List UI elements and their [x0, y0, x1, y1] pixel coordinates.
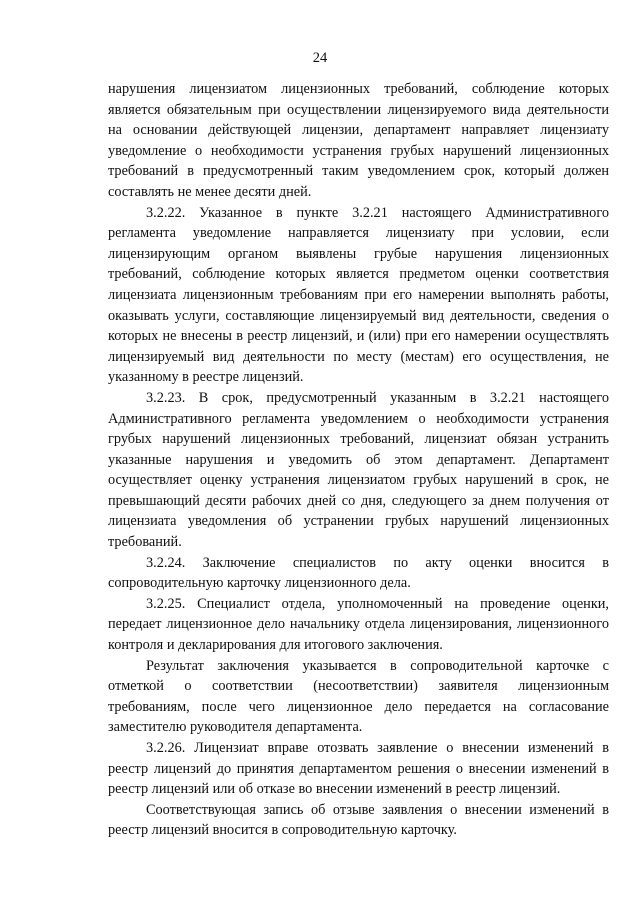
paragraph-record: Соответствующая запись об отзыве заявления о внесении изменений в реестр лицензий вносится в сопроводительную карточку. — [108, 801, 609, 839]
document-body — [108, 79, 609, 841]
paragraph-3-2-24: 3.2.24. Заключение специалистов по акту оценки вносится в сопроводительную карточку лицензионного дела. — [108, 554, 609, 592]
paragraph-3-2-22: 3.2.22. Указанное в пункте 3.2.21 настоящего Административного регламента уведомление направляется лицензиату при условии, если лицензирующим органом выявлены грубые нарушения лицензионных требований, соблюдение которых является предметом оценки соответствия лицензиата лицензионным требованиям при его намерении выполнять работы, оказывать услуги, составляющие лицензируемый вид деятельности, сведения о которых не внесены в реестр лицензий, и (или) при его намерении осуществлять лицензируемый вид деятельности по месту (местам) его осуществления, не указанному в реестре лицензий. — [108, 204, 609, 386]
paragraph-continuation: нарушения лицензиатом лицензионных требований, соблюдение которых является обязательным при осуществлении лицензируемого вида деятельности на основании действующей лицензии, департамент направляет лицензиату уведомление о необходимости устранения грубых нарушений лицензионных требований в предусмотренный таким уведомлением срок, который должен составлять не менее десяти дней. — [108, 81, 609, 200]
page-number: 24 — [312, 50, 328, 66]
paragraph-3-2-25: 3.2.25. Специалист отдела, уполномоченный на проведение оценки, передает лицензионное дело начальнику отдела лицензирования, лицензионного контроля и декларирования для итогового заключения. — [108, 595, 609, 654]
paragraph-3-2-23: 3.2.23. В срок, предусмотренный указанным в 3.2.21 настоящего Административного регламента уведомлением о необходимости устранения грубых нарушений лицензионных требований, лицензиат обязан устранить указанные нарушения и уведомить об этом департамент. Департамент осуществляет оценку устранения лицензиатом грубых нарушений в срок, не превышающий десяти рабочих дней со дня, следующего за днем получения от лицензиата уведомления об устранении грубых нарушений лицензионных требований. — [108, 389, 609, 551]
paragraph-3-2-26: 3.2.26. Лицензиат вправе отозвать заявление о внесении изменений в реестр лицензий до принятия департаментом решения о внесении изменений в реестр лицензий или об отказе во внесении изменений в реестр лицензий. — [108, 740, 609, 798]
paragraph-result: Результат заключения указывается в сопроводительной карточке с отметкой о соответствии (несоответствии) заявителя лицензионным требованиям, после чего лицензионное дело передается на согласование заместителю руководителя департамента. — [108, 657, 609, 736]
